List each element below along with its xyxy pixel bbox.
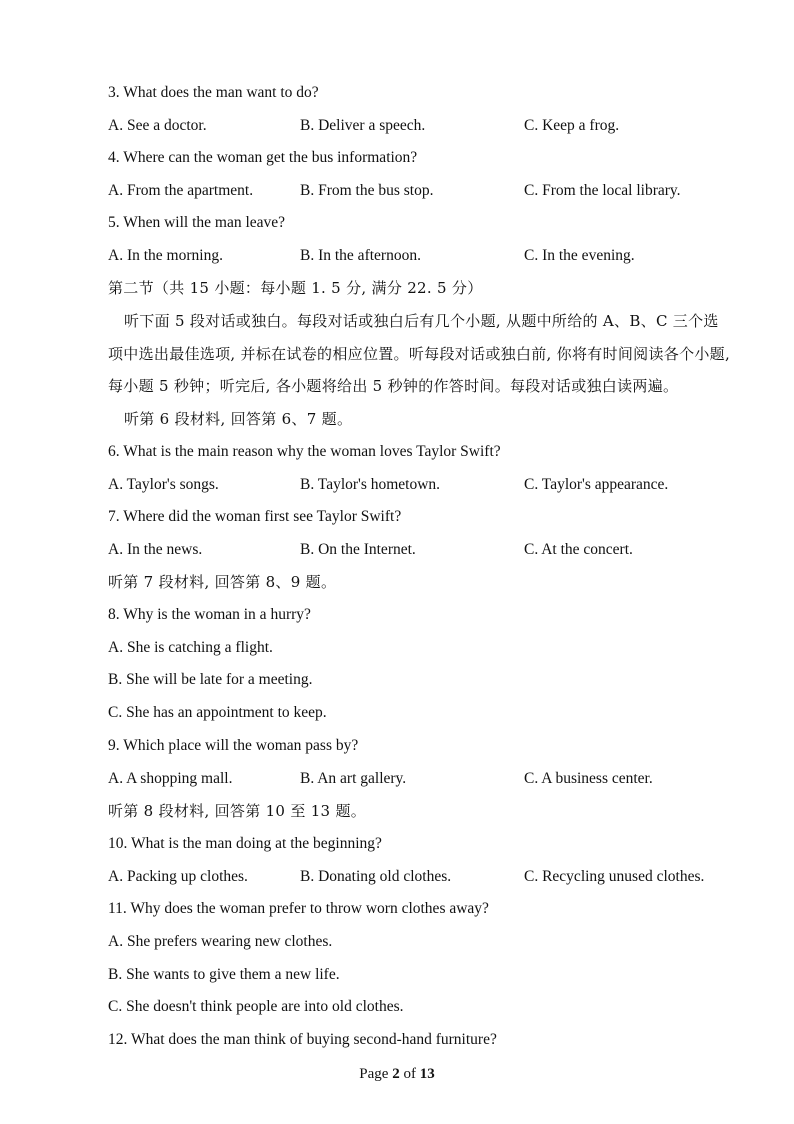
question-11-option-c: C. She doesn't think people are into old clothes.	[108, 998, 404, 1015]
option-c: C. In the evening.	[524, 247, 635, 264]
material-8-heading: 听第 8 段材料, 回答第 10 至 13 题。	[108, 802, 367, 820]
material-6-heading: 听第 6 段材料, 回答第 6、7 题。	[124, 410, 353, 428]
page-number	[0, 1064, 794, 1084]
material-7-heading: 听第 7 段材料, 回答第 8、9 题。	[108, 573, 337, 591]
option-b: B. In the afternoon.	[300, 247, 421, 264]
question-9: 9. Which place will the woman pass by?	[108, 737, 359, 754]
option-b: B. On the Internet.	[300, 541, 416, 558]
question-8-option-c: C. She has an appointment to keep.	[108, 704, 327, 721]
current-page: 2	[392, 1066, 400, 1082]
option-a: A. See a doctor.	[108, 117, 207, 134]
option-a: A. In the news.	[108, 541, 203, 558]
question-8-option-b: B. She will be late for a meeting.	[108, 671, 313, 688]
option-c: C. At the concert.	[524, 541, 633, 558]
option-a: A. A shopping mall.	[108, 770, 233, 787]
option-b: B. Donating old clothes.	[300, 868, 452, 885]
question-7: 7. Where did the woman first see Taylor Swift?	[108, 508, 402, 525]
option-c: C. Taylor's appearance.	[524, 476, 669, 493]
page-label: Page	[359, 1066, 393, 1082]
page-of: of	[399, 1066, 420, 1082]
section-instructions-line-1: 听下面 5 段对话或独白。每段对话或独白后有几个小题, 从题中所给的 A、B、C 三个选	[124, 312, 719, 330]
question-8: 8. Why is the woman in a hurry?	[108, 606, 311, 623]
question-4: 4. Where can the woman get the bus information?	[108, 149, 418, 166]
option-b: B. Deliver a speech.	[300, 117, 426, 134]
option-a: A. From the apartment.	[108, 182, 254, 199]
question-11-option-a: A. She prefers wearing new clothes.	[108, 933, 333, 950]
option-c: C. Keep a frog.	[524, 117, 620, 134]
question-8-option-a: A. She is catching a flight.	[108, 639, 273, 656]
option-c: C. From the local library.	[524, 182, 681, 199]
option-c: C. A business center.	[524, 770, 653, 787]
question-11-option-b: B. She wants to give them a new life.	[108, 966, 340, 983]
option-c: C. Recycling unused clothes.	[524, 868, 705, 885]
option-b: B. From the bus stop.	[300, 182, 434, 199]
section-heading: 第二节（共 15 小题：每小题 1. 5 分, 满分 22. 5 分）	[108, 279, 483, 297]
section-instructions-line-2: 项中选出最佳选项, 并标在试卷的相应位置。听每段对话或独白前, 你将有时间阅读各个小题,	[108, 345, 731, 363]
question-6: 6. What is the main reason why the woman loves Taylor Swift?	[108, 443, 501, 460]
option-b: B. An art gallery.	[300, 770, 407, 787]
question-10: 10. What is the man doing at the beginning?	[108, 835, 382, 852]
option-a: A. In the morning.	[108, 247, 223, 264]
option-b: B. Taylor's hometown.	[300, 476, 441, 493]
option-a: A. Packing up clothes.	[108, 868, 248, 885]
total-pages: 13	[419, 1066, 435, 1082]
question-11: 11. Why does the woman prefer to throw worn clothes away?	[108, 900, 489, 917]
question-3: 3. What does the man want to do?	[108, 84, 319, 101]
question-5: 5. When will the man leave?	[108, 214, 286, 231]
option-a: A. Taylor's songs.	[108, 476, 219, 493]
question-12: 12. What does the man think of buying second-hand furniture?	[108, 1031, 497, 1048]
section-instructions-line-3: 每小题 5 秒钟；听完后, 各小题将给出 5 秒钟的作答时间。每段对话或独白读两遍。	[108, 377, 679, 395]
